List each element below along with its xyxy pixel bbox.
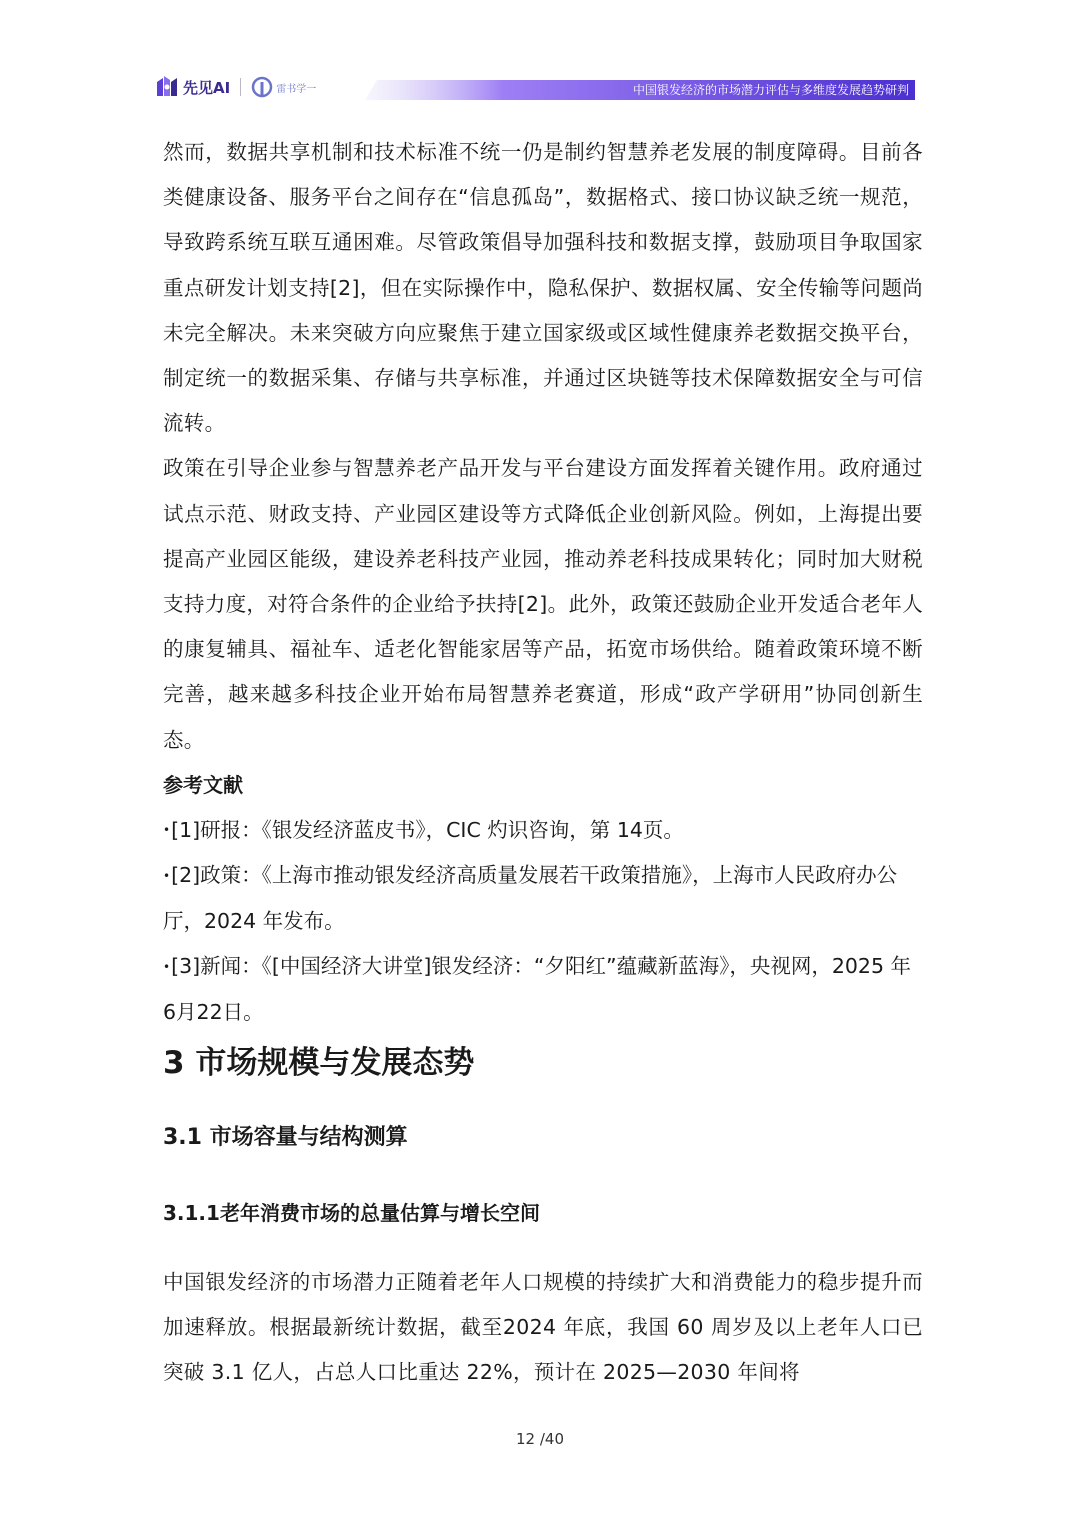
bullet-dot-icon: • <box>163 959 171 974</box>
partner-logo-icon <box>251 76 273 98</box>
reference-item <box>163 808 923 854</box>
document-title: 中国银发经济的市场潜力评估与多维度发展趋势研判 <box>632 83 909 97</box>
reference-item <box>163 944 923 1035</box>
paragraph-policy-guidance: 政策在引导企业参与智慧养老产品开发与平台建设方面发挥着关键作用。政府通过试点示范、财政支持、产业园区建设等方式降低企业创新风险。例如，上海提出要提高产业园区能级，建设养老科技产业园，推动养老科技成果转化；同时加大财税支持力度，对符合条件的企业给予扶持[2]。此外，政策还鼓励企业开发适合老年人的康复辅具、福祉车、适老化智能家居等产品，拓宽市场供给。随着政策环境不断完善，越来越多科技企业开始布局智慧养老赛道，形成“政产学研用”协同创新生态。 <box>163 456 923 752</box>
references-heading: 参考文献 <box>163 772 243 797</box>
paragraph-data-sharing: 然而，数据共享机制和技术标准不统一仍是制约智慧养老发展的制度障碍。目前各类健康设备、服务平台之间存在“信息孤岛”，数据格式、接口协议缺乏统一规范，导致跨系统互联互通困难。尽管政策倡导加强科技和数据支撑，鼓励项目争取国家重点研发计划支持[2]，但在实际操作中，隐私保护、数据权属、安全传输等问题尚未完全解决。未来突破方向应聚焦于建立国家级或区域性健康养老数据交换平台，制定统一的数据采集、存储与共享标准，并通过区块链等技术保障数据安全与可信流转。 <box>163 140 923 436</box>
logo-divider <box>240 78 241 96</box>
section-body <box>163 1260 923 1396</box>
brand-logo-icon <box>155 74 179 100</box>
subsection-heading: 3.1 市场容量与结构测算 <box>163 1125 408 1150</box>
bullet-dot-icon: • <box>163 823 171 838</box>
bullet-dot-icon: • <box>163 868 171 883</box>
header-banner <box>365 80 915 100</box>
reference-text: [1]研报：《银发经济蓝皮书》，CIC 灼识咨询，第 14页。 <box>171 817 684 842</box>
page-header <box>155 72 915 106</box>
page-number: 12 /40 <box>516 1430 564 1448</box>
paragraph-market-potential: 中国银发经济的市场潜力正随着老年人口规模的持续扩大和消费能力的稳步提升而加速释放。根据最新统计数据，截至2024 年底，我国 60 周岁及以上老年人口已突破 3.1 亿人，占总人口比重达 22%，预计在 2025—2030 年间将 <box>163 1270 923 1385</box>
reference-text: [2]政策：《上海市推动银发经济高质量发展若干政策措施》，上海市人民政府办公厅，2024 年发布。 <box>163 863 898 934</box>
partner-name: 雷书学一 <box>276 83 317 95</box>
header-logos <box>155 74 316 100</box>
subsubsection-heading: 3.1.1老年消费市场的总量估算与增长空间 <box>163 1201 540 1225</box>
body-content <box>163 130 923 1035</box>
reference-text: [3]新闻：《[中国经济大讲堂]银发经济：“夕阳红”蕴藏新蓝海》，央视网，2025 年 6月22日。 <box>163 954 912 1024</box>
reference-item <box>163 853 923 944</box>
brand-name: 先见AI <box>183 78 231 97</box>
section-heading: 3 市场规模与发展态势 <box>163 1045 475 1081</box>
